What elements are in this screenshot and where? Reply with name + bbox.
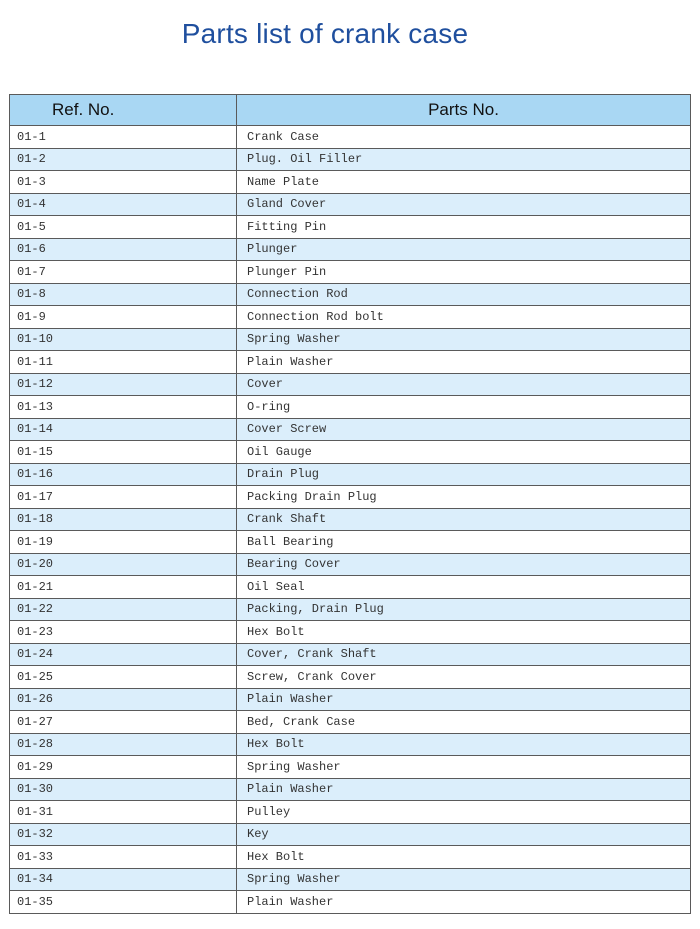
ref-no-cell: 01-23 [10,621,237,644]
part-name-cell: Cover Screw [237,418,691,441]
ref-no-cell: 01-16 [10,463,237,486]
table-row [10,261,691,284]
table-row [10,733,691,756]
ref-no-cell: 01-20 [10,553,237,576]
ref-no-cell: 01-6 [10,238,237,261]
ref-no-cell: 01-11 [10,351,237,374]
table-row [10,643,691,666]
ref-no-cell: 01-28 [10,733,237,756]
part-name-cell: Fitting Pin [237,216,691,239]
table-row [10,711,691,734]
table-row [10,126,691,149]
table-row [10,486,691,509]
header-row [10,95,691,126]
table-row [10,328,691,351]
table-row [10,306,691,329]
ref-no-cell: 01-18 [10,508,237,531]
ref-no-cell: 01-10 [10,328,237,351]
ref-no-cell: 01-15 [10,441,237,464]
ref-no-cell: 01-14 [10,418,237,441]
part-name-cell: Plunger Pin [237,261,691,284]
part-name-cell: Crank Case [237,126,691,149]
table-row [10,778,691,801]
table-row [10,553,691,576]
part-name-cell: Connection Rod bolt [237,306,691,329]
part-name-cell: Connection Rod [237,283,691,306]
part-name-cell: Plain Washer [237,688,691,711]
part-name-cell: Spring Washer [237,756,691,779]
part-name-cell: Name Plate [237,171,691,194]
table-row [10,823,691,846]
parts-table-body [10,126,691,914]
ref-no-cell: 01-8 [10,283,237,306]
part-name-cell: Packing, Drain Plug [237,598,691,621]
part-name-cell: Hex Bolt [237,621,691,644]
ref-no-cell: 01-32 [10,823,237,846]
table-row [10,576,691,599]
table-row [10,373,691,396]
ref-no-cell: 01-13 [10,396,237,419]
part-name-cell: Plain Washer [237,778,691,801]
part-name-cell: Oil Gauge [237,441,691,464]
table-row [10,688,691,711]
table-row [10,441,691,464]
table-row [10,418,691,441]
ref-no-cell: 01-22 [10,598,237,621]
ref-no-cell: 01-17 [10,486,237,509]
ref-no-header: Ref. No. [10,95,237,126]
ref-no-cell: 01-1 [10,126,237,149]
part-name-cell: Pulley [237,801,691,824]
part-name-cell: Bed, Crank Case [237,711,691,734]
part-name-cell: Screw, Crank Cover [237,666,691,689]
part-name-cell: Crank Shaft [237,508,691,531]
table-row [10,666,691,689]
part-name-cell: Bearing Cover [237,553,691,576]
table-row [10,283,691,306]
table-row [10,621,691,644]
ref-no-cell: 01-12 [10,373,237,396]
part-name-cell: Plug. Oil Filler [237,148,691,171]
parts-table [9,94,691,914]
table-row [10,351,691,374]
part-name-cell: Gland Cover [237,193,691,216]
ref-no-cell: 01-7 [10,261,237,284]
table-row [10,216,691,239]
part-name-cell: Spring Washer [237,328,691,351]
part-name-cell: Spring Washer [237,868,691,891]
table-row [10,756,691,779]
ref-no-cell: 01-27 [10,711,237,734]
ref-no-cell: 01-2 [10,148,237,171]
parts-table-header [10,95,691,126]
ref-no-cell: 01-35 [10,891,237,914]
ref-no-cell: 01-3 [10,171,237,194]
table-row [10,891,691,914]
ref-no-cell: 01-34 [10,868,237,891]
page-title: Parts list of crank case [181,18,469,49]
table-row [10,598,691,621]
part-name-cell: Drain Plug [237,463,691,486]
table-row [10,868,691,891]
ref-no-cell: 01-21 [10,576,237,599]
part-name-cell: Plunger [237,238,691,261]
ref-no-cell: 01-29 [10,756,237,779]
part-name-cell: O-ring [237,396,691,419]
table-row [10,171,691,194]
table-row [10,531,691,554]
ref-no-cell: 01-4 [10,193,237,216]
table-row [10,396,691,419]
part-name-cell: Key [237,823,691,846]
table-row [10,238,691,261]
table-row [10,148,691,171]
table-row [10,193,691,216]
ref-no-cell: 01-9 [10,306,237,329]
part-name-cell: Cover, Crank Shaft [237,643,691,666]
ref-no-cell: 01-33 [10,846,237,869]
ref-no-cell: 01-19 [10,531,237,554]
ref-no-cell: 01-26 [10,688,237,711]
ref-no-cell: 01-25 [10,666,237,689]
ref-no-cell: 01-5 [10,216,237,239]
parts-no-header: Parts No. [237,95,691,126]
part-name-cell: Plain Washer [237,891,691,914]
part-name-cell: Packing Drain Plug [237,486,691,509]
ref-no-cell: 01-24 [10,643,237,666]
part-name-cell: Oil Seal [237,576,691,599]
ref-no-cell: 01-30 [10,778,237,801]
table-row [10,508,691,531]
table-row [10,801,691,824]
part-name-cell: Cover [237,373,691,396]
part-name-cell: Hex Bolt [237,846,691,869]
part-name-cell: Plain Washer [237,351,691,374]
table-row [10,463,691,486]
ref-no-cell: 01-31 [10,801,237,824]
table-row [10,846,691,869]
part-name-cell: Ball Bearing [237,531,691,554]
part-name-cell: Hex Bolt [237,733,691,756]
